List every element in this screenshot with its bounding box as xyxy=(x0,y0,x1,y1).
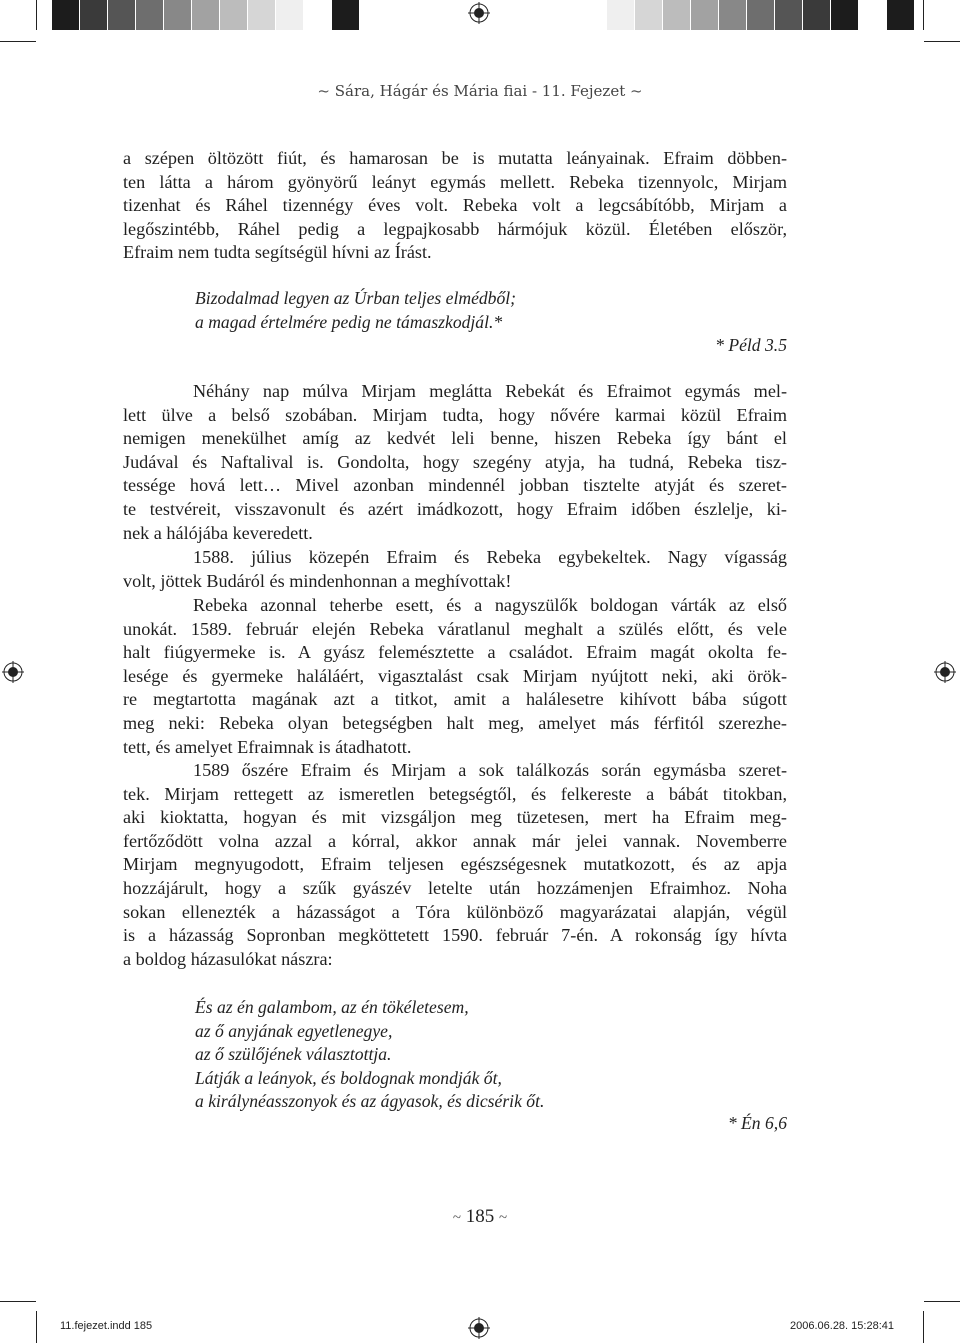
text-line: nemigen menekülhet amíg az kedvét leli benne, hiszen Rebeka így bánt el xyxy=(123,428,787,449)
color-swatch xyxy=(803,0,831,30)
registration-mark-icon xyxy=(934,661,956,683)
file-slug: 11.fejezet.indd 185 xyxy=(60,1320,153,1332)
crop-mark xyxy=(923,0,924,30)
text-line: Rebeka azonnal teherbe esett, és a nagyszülők boldogan várták az első xyxy=(193,595,787,615)
text-line: re megtartotta magának azt a titkot, amit a halálesetre kihívott bába súgott xyxy=(123,689,787,710)
text-line: halt fiúgyermeke is. A gyász felemésztette a családot. Efraim magát okolta fe- xyxy=(123,642,787,663)
registration-mark-icon xyxy=(468,1317,490,1339)
text-line: az ő szülőjének választottja. xyxy=(195,1044,392,1065)
text-line: lett ülve a belső szobában. Mirjam tudta, hogy nővére karmai közül Efraim xyxy=(123,404,787,425)
registration-mark-icon xyxy=(468,2,490,24)
text-line: Judával és Naftalival is. Gondolta, hogy szegény atyja, ha tudná, Rebeka tisz- xyxy=(123,451,787,472)
crop-mark xyxy=(923,1311,924,1343)
text-line: Efraim nem tudta segítségül hívni az Írást. xyxy=(123,242,432,263)
text-line: hozzájárult, hogy a szűk gyászév letelte után hozzámenjen Efraimhoz. Noha xyxy=(123,877,787,898)
page-number xyxy=(0,1206,960,1228)
text-line: legőszintébb, Ráhel pedig a legpajkosabb hármójuk közül. Életében először, xyxy=(123,218,787,239)
color-swatch xyxy=(164,0,192,30)
crop-mark xyxy=(0,41,36,42)
color-swatch xyxy=(691,0,719,30)
text-line: 1588. július közepén Efraim és Rebeka egybekeltek. Nagy vígasság xyxy=(193,547,787,567)
text-line: sokan ellenezték a házasságot a Tóra különböző magyarázatai alapján, végül xyxy=(123,901,787,922)
text-line: is a házasság Sopronban megköttetett 1590. február 7-én. A rokonság így hívta xyxy=(123,925,787,946)
text-line: Bizodalmad legyen az Úrban teljes elmédből; xyxy=(195,288,517,308)
text-line: a királynéasszonyok és az ágyasok, és dicsérik őt. xyxy=(195,1091,545,1112)
color-swatch xyxy=(887,0,915,30)
color-swatch xyxy=(332,0,360,30)
color-registration-bar-right xyxy=(607,0,915,30)
text-line: aki kioktatta, hogyan és mit vizsgáljon meg tüzetesen, mert ha Efraim meg- xyxy=(123,807,787,828)
text-line: lesége és gyermeke haláláért, vigasztalást csak Mirjam nyújtott neki, aki örök- xyxy=(123,665,787,686)
scripture-quote-1 xyxy=(195,287,516,334)
color-swatch xyxy=(192,0,220,30)
paragraph-2 xyxy=(123,380,787,545)
text-line: tett, és amelyet Efraimnak is átadhatott. xyxy=(123,736,412,757)
text-line: tek. Mirjam rettegett az ismeretlen betegségtől, és felkereste a bábát titokban, xyxy=(123,783,787,804)
color-swatch xyxy=(220,0,248,30)
text-line: fertőződött volna azzal a kórral, akkor annak már jelei vannak. Novemberre xyxy=(123,830,787,851)
print-timestamp: 2006.06.28. 15:28:41 xyxy=(790,1320,894,1332)
paragraph-4 xyxy=(123,594,787,759)
text-line: 1589 őszére Efraim és Mirjam a sok találkozás során egymásba szeret- xyxy=(193,760,787,780)
text-line: unokát. 1589. február elején Rebeka váratlanul meghalt a szülés előtt, és vele xyxy=(123,618,787,639)
text-line: volt, jöttek Budáról és mindenhonnan a meghívottak! xyxy=(123,570,512,591)
color-swatch xyxy=(304,0,332,30)
text-line: És az én galambom, az én tökéletesem, xyxy=(195,997,469,1017)
color-swatch xyxy=(775,0,803,30)
text-line: meg neki: Rebeka olyan betegségben halt meg, amelyet más férfitól szerezhe- xyxy=(123,712,787,733)
color-swatch xyxy=(747,0,775,30)
registration-mark-icon xyxy=(2,661,24,683)
swirl-ornament-icon: ~ xyxy=(499,1210,508,1226)
swirl-ornament-icon: ~ xyxy=(452,1210,461,1226)
color-swatch xyxy=(831,0,859,30)
text-line: a szépen öltözött fiút, és hamarosan be is mutatta leányainak. Efraim döbben- xyxy=(123,148,787,168)
text-line: tessége hová lett… Mivel azonban mindennél jobban tisztelte atyját és szeret- xyxy=(123,475,787,496)
scripture-reference-2: * Én 6,6 xyxy=(727,1113,787,1133)
paragraph-3 xyxy=(123,546,787,593)
color-swatch xyxy=(635,0,663,30)
paragraph-5 xyxy=(123,759,787,971)
running-title: Sára, Hágár és Mária fiai - 11. Fejezet xyxy=(334,82,626,100)
color-swatch xyxy=(719,0,747,30)
scripture-quote-2 xyxy=(195,996,544,1114)
crop-mark xyxy=(924,41,960,42)
color-swatch xyxy=(108,0,136,30)
color-swatch xyxy=(136,0,164,30)
text-line: az ő anyjának egyetlenegye, xyxy=(195,1020,393,1041)
color-swatch xyxy=(52,0,80,30)
crop-mark xyxy=(36,1311,37,1343)
color-swatch xyxy=(607,0,635,30)
page-number-value: 185 xyxy=(465,1206,495,1227)
color-swatch xyxy=(663,0,691,30)
crop-mark xyxy=(924,1301,960,1302)
color-swatch xyxy=(276,0,304,30)
color-swatch xyxy=(859,0,887,30)
text-line: a boldog házasulókat nászra: xyxy=(123,948,333,969)
color-swatch xyxy=(80,0,108,30)
running-header xyxy=(0,82,960,100)
crop-mark xyxy=(0,1301,36,1302)
text-line: a magad értelmére pedig ne támaszkodjál.* xyxy=(195,311,503,332)
text-line: ten látta a három gyönyörű leányt egymás mellett. Rebeka tizennyolc, Mirjam xyxy=(123,171,787,192)
color-registration-bar-left xyxy=(52,0,360,30)
paragraph-1 xyxy=(123,147,787,265)
text-line: te testvéreit, visszavonult és azért imádkozott, hogy Efraim időben észlelje, ki- xyxy=(123,498,787,519)
text-line: tizenhat és Ráhel tizennégy éves volt. Rebeka volt a legcsábítóbb, Mirjam a xyxy=(123,195,787,216)
text-line: nek a hálójába keveredett. xyxy=(123,522,313,543)
color-swatch xyxy=(248,0,276,30)
text-line: Látják a leányok, és boldognak mondják őt, xyxy=(195,1067,502,1088)
crop-mark xyxy=(36,0,37,30)
scripture-reference-1: * Péld 3.5 xyxy=(715,335,787,355)
swirl-ornament-icon: ~ xyxy=(317,82,330,100)
text-line: Néhány nap múlva Mirjam meglátta Rebekát és Efraimot egymás mel- xyxy=(193,381,787,401)
text-line: Mirjam megnyugodott, Efraim teljesen egészségesnek mutatkozott, és az apja xyxy=(123,854,787,875)
swirl-ornament-icon: ~ xyxy=(630,82,643,100)
